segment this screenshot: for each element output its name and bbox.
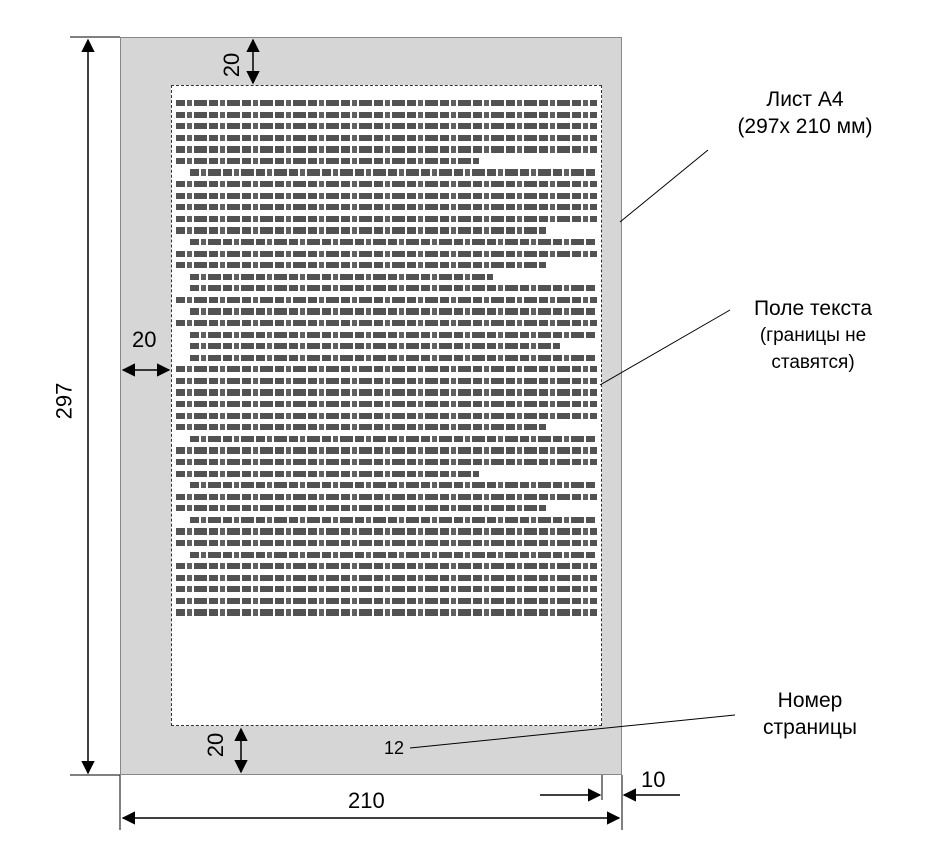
sheet-callout-line-1: Лист А4: [766, 88, 844, 111]
left-margin-label: 20: [132, 327, 157, 352]
right-margin-label: 10: [641, 767, 666, 792]
sheet-callout: [710, 86, 900, 140]
text-field-callout-line-3: ставятся): [771, 352, 855, 373]
bottom-margin-label: 20: [203, 732, 229, 758]
text-field-leader-line: [600, 310, 730, 385]
text-field-callout: [718, 295, 908, 376]
page-number-callout-line-1: Номер: [777, 689, 843, 712]
page-number: 12: [384, 738, 405, 758]
page-number-callout-line-2: страницы: [763, 716, 857, 739]
page-number-callout: [740, 687, 880, 741]
top-margin-label: 20: [219, 52, 245, 78]
text-field-callout-line-1: Поле текста: [753, 297, 873, 320]
height-label: 297: [51, 382, 77, 420]
text-field-callout-line-2: (границы не: [759, 325, 867, 346]
sheet-leader-line: [620, 150, 708, 222]
page-number-leader-line: [410, 715, 735, 748]
sheet-callout-line-2: (297х 210 мм): [737, 115, 873, 138]
width-label: 210: [348, 788, 385, 813]
